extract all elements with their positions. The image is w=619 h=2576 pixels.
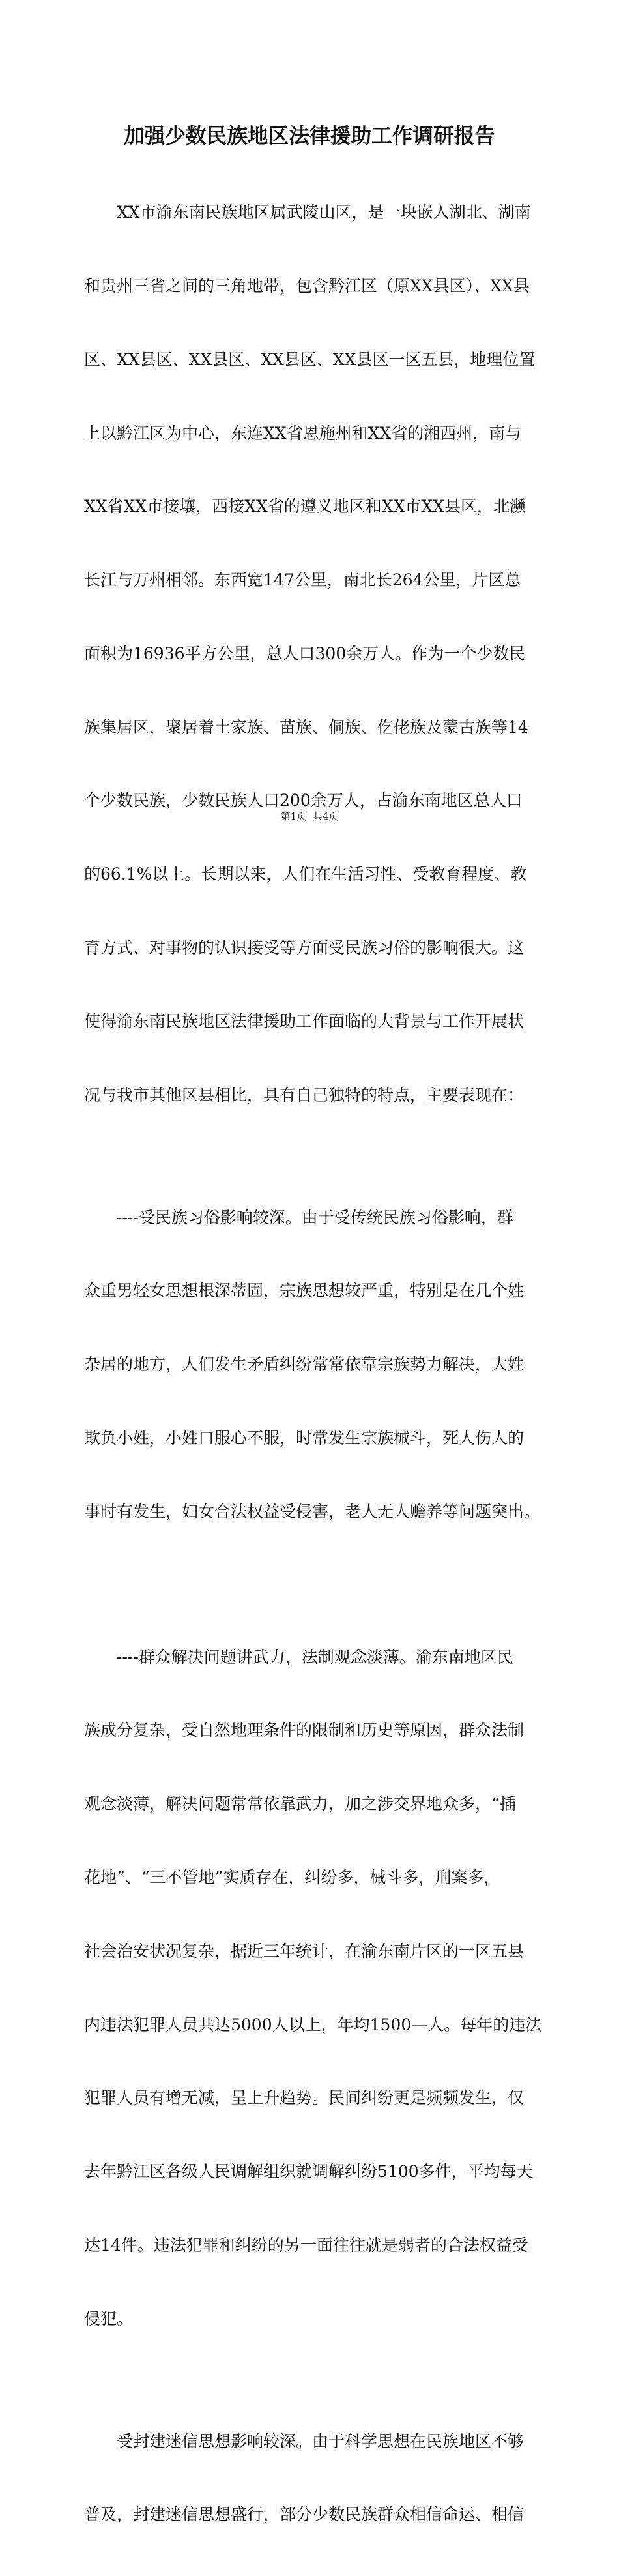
- text-line: 去年黔江区各级人民调解组织就调解纠纷5100多件，平均每天: [84, 2162, 533, 2182]
- paragraph-gap: [84, 1573, 548, 1595]
- text-line: 普及，封建迷信思想盛行，部分少数民族群众相信命运、相信: [84, 2505, 525, 2524]
- text-line: 杂居的地方，人们发生矛盾纠纷常常依靠宗族势力解决，大姓: [84, 1355, 525, 1374]
- text-line: 育方式、对事物的认识接受等方面受民族习俗的影响很大。这: [84, 938, 525, 957]
- document-title: 加强少数民族地区法律援助工作调研报告: [124, 123, 495, 148]
- text-line: 观念淡薄，解决问题常常依靠武力，加之涉交界地众多，“插: [84, 1794, 516, 1814]
- text-line: XX市渝东南民族地区属武陵山区，是一块嵌入湖北、湖南: [84, 203, 531, 222]
- paragraph-intro: [84, 151, 548, 1156]
- paragraph-superstition: [84, 2380, 548, 2576]
- text-line: 和贵州三省之间的三角地带，包含黔江区（原XX县区）、XX县: [84, 276, 530, 295]
- text-line: 区、XX县区、XX县区、XX县区、XX县区一区五县，地理位置: [84, 349, 536, 369]
- text-line: 众重男轻女思想根深蒂固，宗族思想较严重，特别是在几个姓: [84, 1281, 525, 1301]
- text-line: 使得渝东南民族地区法律援助工作面临的大背景与工作开展状: [84, 1011, 525, 1031]
- text-line: 况与我市其他区县相比，具有自己独特的特点，主要表现在：: [84, 1085, 525, 1104]
- text-line: 个少数民族，少数民族人口200余万人，占渝东南地区总人口: [84, 791, 523, 810]
- text-line: 族成分复杂，受自然地理条件的限制和历史等原因，群众法制: [84, 1721, 525, 1740]
- paragraph-customs: [84, 1156, 548, 1573]
- text-line: 上以黔江区为中心，东连XX省恩施州和XX省的湘西州，南与: [84, 423, 522, 443]
- text-line: ----群众解决问题讲武力，法制观念淡薄。渝东南地区民: [84, 1647, 513, 1666]
- text-line: ----受民族习俗影响较深。由于受传统民族习俗影响，群: [84, 1207, 513, 1227]
- text-line: 内违法犯罪人员共达5000人以上，年均1500—人。每年的违法: [84, 2015, 542, 2034]
- text-line: 欺负小姓，小姓口服心不服，时常发生宗族械斗，死人伤人的: [84, 1428, 525, 1447]
- document-body: [84, 151, 548, 2576]
- text-line: 长江与万州相邻。东西宽147公里，南北长264公里，片区总: [84, 570, 521, 590]
- text-line: XX省XX市接壤，西接XX省的遵义地区和XX市XX县区，北濒: [84, 497, 526, 516]
- text-line: 受封建迷信思想影响较深。由于科学思想在民族地区不够: [84, 2431, 525, 2451]
- text-line: 的66.1%以上。长期以来，人们在生活习性、受教育程度、教: [84, 865, 527, 884]
- text-line: 侵犯。: [84, 2309, 134, 2328]
- text-line: 事时有发生，妇女合法权益受侵害，老人无人赡养等问题突出。: [84, 1502, 541, 1521]
- text-line: 社会治安状况复杂，据近三年统计，在渝东南片区的一区五县: [84, 1941, 525, 1961]
- text-line: 族集居区，聚居着土家族、苗族、侗族、仡佬族及蒙古族等14: [84, 717, 528, 737]
- text-line: 达14件。违法犯罪和纠纷的另一面往往就是弱者的合法权益受: [84, 2235, 528, 2255]
- paragraph-force: [84, 1595, 548, 2380]
- text-line: 花地”、“三不管地”实质存在，纠纷多，械斗多，刑案多，: [84, 1867, 500, 1887]
- text-line: 犯罪人员有增无减，呈上升趋势。民间纠纷更是频频发生，仅: [84, 2088, 525, 2108]
- page-footer: 第1页 共4页: [280, 810, 339, 822]
- text-line: 面积为16936平方公里，总人口300余万人。作为一个少数民: [84, 644, 526, 663]
